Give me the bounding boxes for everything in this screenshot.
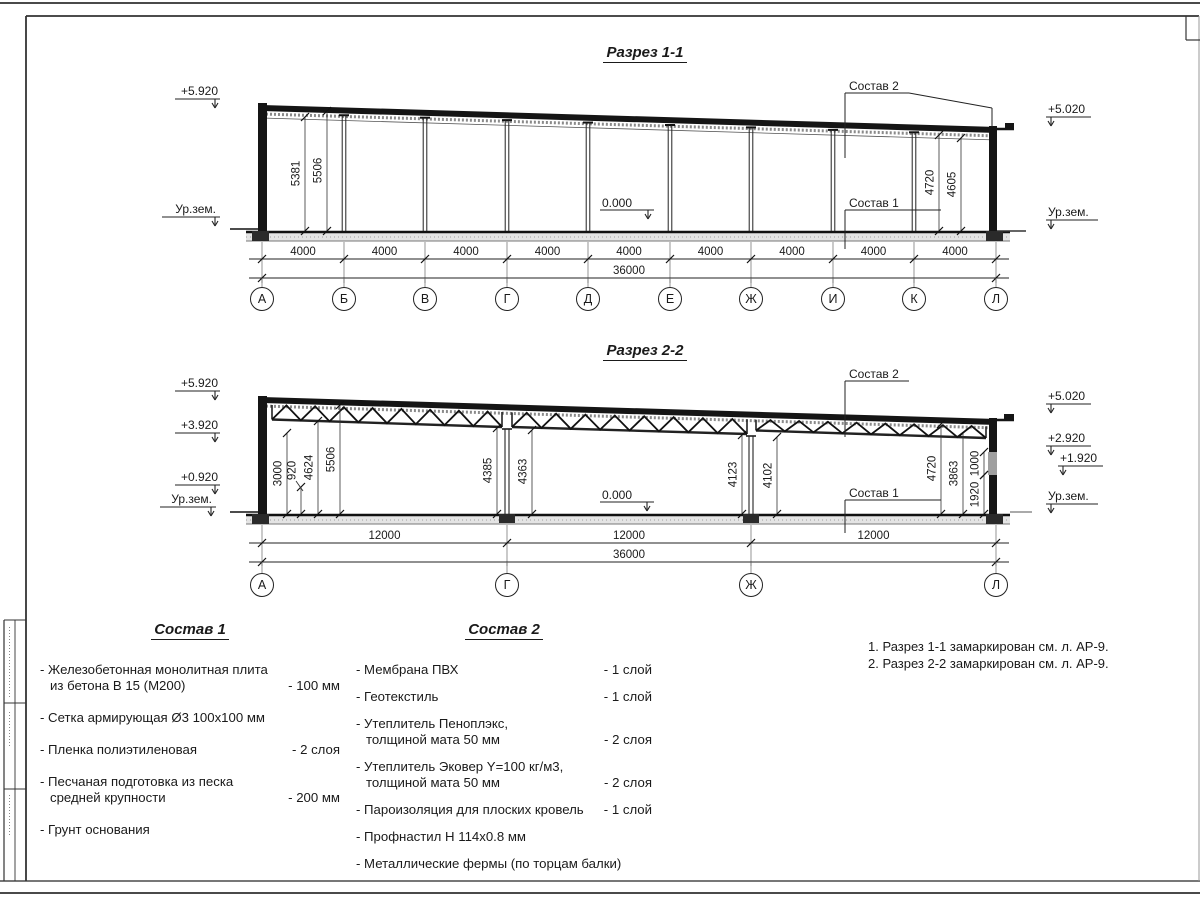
section2-title-text: Разрез 2-2 [603, 342, 686, 361]
height-dim-label: 920 [286, 460, 299, 481]
list-item-text: - Сетка армирующая Ø3 100х100 мм [40, 710, 265, 725]
height-dim-label: 4720 [924, 169, 937, 196]
height-dim-label: 5506 [325, 446, 338, 472]
height-dim-label: 4363 [517, 458, 530, 485]
height-dim-label: 4385 [482, 457, 495, 484]
elevation-mark: Ур.зем. [171, 492, 212, 506]
list-item-value: - 2 слоя [292, 742, 340, 757]
height-dim-label: 5381 [290, 160, 303, 187]
section1-title-text: Разрез 1-1 [603, 44, 686, 63]
height-dim-label: 3000 [272, 460, 285, 486]
total-dim-label: 36000 [613, 549, 645, 561]
span-dim-label: 4000 [453, 246, 479, 258]
list-item-value: - 1 слой [603, 689, 652, 704]
list-item-text: - Пленка полиэтиленовая [40, 742, 197, 757]
list-item-text: - Пароизоляция для плоских кровель [356, 802, 584, 817]
span-dim-label: 4000 [697, 246, 724, 258]
axis-bubble: Е [658, 287, 682, 311]
list-item-value: - 1 слой [603, 662, 652, 677]
height-dim-label: 1000 [969, 450, 982, 476]
list-item-text: толщиной мата 50 мм [366, 775, 500, 790]
axis-bubble: Ж [739, 573, 763, 597]
sostav2-heading-text: Состав 2 [465, 621, 543, 640]
height-dim-label: 3863 [948, 460, 961, 486]
axis-bubble: А [250, 573, 274, 597]
list-item-value: - 2 слоя [604, 732, 652, 747]
elevation-mark: +5.920 [180, 376, 218, 390]
elevation-mark: +0.920 [180, 470, 218, 484]
elevation-mark: Ур.зем. [1048, 205, 1089, 219]
list-item-text: - Утеплитель Эковер Y=100 кг/м3, [356, 759, 564, 774]
axis-bubble: А [250, 287, 274, 311]
axis-bubble: Г [495, 573, 519, 597]
axis-bubble: Л [984, 287, 1008, 311]
height-dim-label: 4624 [303, 454, 316, 480]
list-item-value: - 100 мм [288, 678, 340, 693]
list-item-value: - 200 мм [288, 790, 340, 805]
elevation-mark: +1.920 [1060, 451, 1098, 465]
axis-bubble: И [821, 287, 845, 311]
height-dim-label: 5506 [312, 157, 325, 184]
axis-bubble: Л [984, 573, 1008, 597]
elevation-mark: +5.020 [1048, 389, 1086, 403]
elevation-mark: +3.920 [180, 418, 218, 432]
span-dim-label: 12000 [368, 530, 401, 542]
height-dim-label: 1920 [969, 481, 982, 507]
elevation-mark: +5.920 [180, 84, 218, 98]
list-item-text: из бетона В 15 (М200) [50, 678, 186, 693]
callout-sostav1: Состав 1 [849, 196, 899, 210]
span-dim-label: 12000 [613, 530, 645, 542]
span-dim-label: 12000 [857, 530, 890, 542]
span-dim-label: 4000 [290, 246, 316, 258]
elevation-mark: +5.020 [1048, 102, 1086, 116]
callout-sostav2: Состав 2 [849, 79, 899, 93]
axis-bubble: В [413, 287, 437, 311]
list-item-text: - Мембрана ПВХ [356, 662, 459, 677]
list-item-text: средней крупности [50, 790, 166, 805]
height-dim-label: 4720 [926, 455, 939, 482]
span-dim-label: 4000 [860, 246, 887, 258]
zero-mark: 0.000 [602, 196, 633, 210]
span-dim-label: 4000 [779, 246, 805, 258]
list-item-text: - Металлические фермы (по торцам балки) [356, 856, 622, 871]
list-item-text: - Утеплитель Пеноплэкс, [356, 716, 509, 731]
axis-bubble: Д [576, 287, 600, 311]
axis-bubble: Ж [739, 287, 763, 311]
list-item-text: толщиной мата 50 мм [366, 732, 500, 747]
list-item-text: - Геотекстиль [356, 689, 439, 704]
list-item-text: - Железобетонная монолитная плита [40, 662, 268, 677]
note-line: 1. Разрез 1-1 замаркирован см. л. АР-9. [868, 639, 1109, 654]
elevation-mark: Ур.зем. [1048, 489, 1089, 503]
span-dim-label: 4000 [616, 246, 642, 258]
list-item-text: - Профнастил Н 114х0.8 мм [356, 829, 526, 844]
list-item-value: - 1 слой [603, 802, 652, 817]
list-item-value: - 2 слоя [604, 775, 652, 790]
span-dim-label: 4000 [371, 246, 398, 258]
zero-mark: 0.000 [602, 488, 633, 502]
elevation-mark: +2.920 [1048, 431, 1086, 445]
elevation-mark: Ур.зем. [175, 202, 216, 216]
axis-bubble: Б [332, 287, 356, 311]
sostav1-heading-text: Состав 1 [151, 621, 229, 640]
height-dim-label: 4605 [946, 171, 959, 197]
callout-sostav2: Состав 2 [849, 367, 899, 381]
span-dim-label: 4000 [534, 246, 561, 258]
note-line: 2. Разрез 2-2 замаркирован см. л. АР-9. [868, 655, 1109, 671]
axis-bubble: Г [495, 287, 519, 311]
height-dim-label: 4102 [762, 462, 775, 488]
callout-sostav1: Состав 1 [849, 486, 899, 500]
list-item-text: - Грунт основания [40, 822, 150, 837]
total-dim-label: 36000 [613, 265, 645, 277]
height-dim-label: 4123 [727, 461, 740, 487]
axis-bubble: К [902, 287, 926, 311]
span-dim-label: 4000 [942, 246, 968, 258]
list-item-text: - Песчаная подготовка из песка [40, 774, 234, 789]
